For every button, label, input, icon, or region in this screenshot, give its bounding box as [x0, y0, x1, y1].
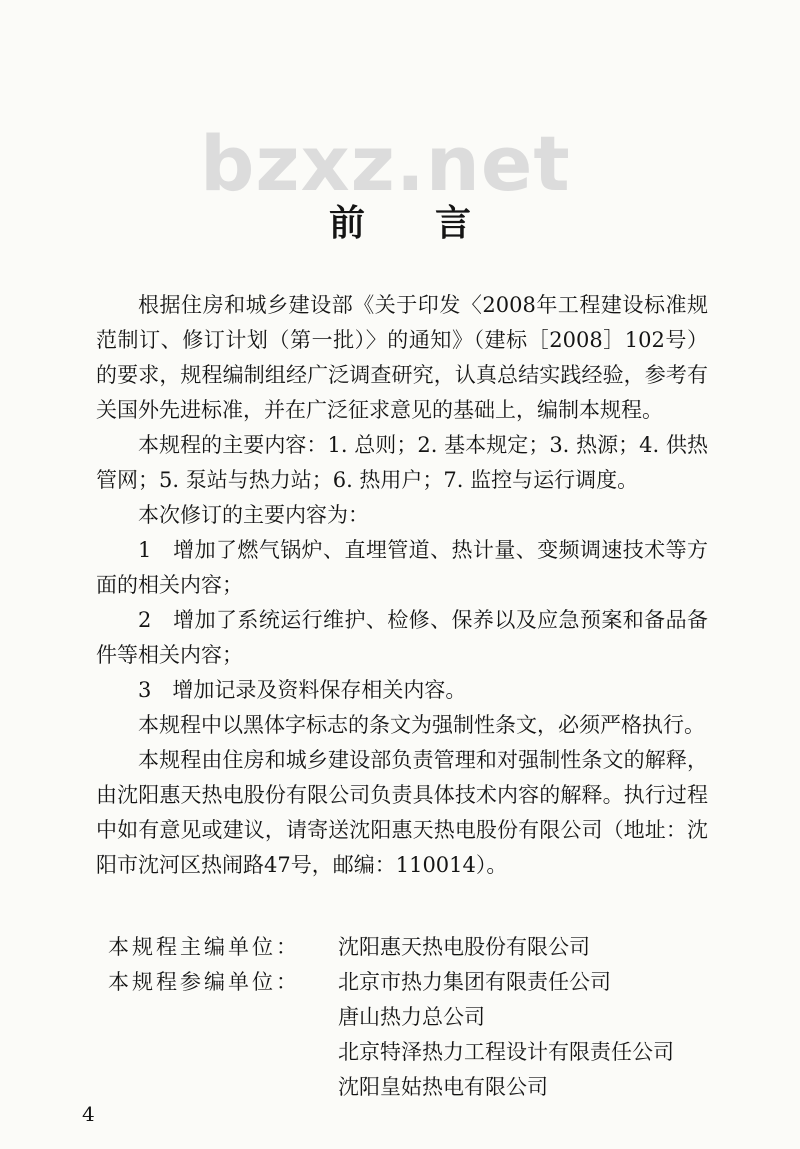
- watermark: bzxz.net: [200, 119, 571, 208]
- participating-unit-name: 北京市热力集团有限责任公司: [338, 970, 611, 994]
- drafting-units: [108, 930, 674, 1105]
- paragraph: 2 增加了系统运行维护、检修、保养以及应急预案和备品备件等相关内容；: [96, 608, 708, 667]
- chief-unit-row: [108, 930, 674, 965]
- participating-units-row: [108, 965, 674, 1105]
- paragraph: 本规程中以黑体字标志的条文为强制性条文，必须严格执行。: [138, 713, 705, 737]
- chief-unit-label: 本规程主编单位：: [108, 935, 300, 959]
- chief-unit-name: 沈阳惠天热电股份有限公司: [338, 935, 590, 959]
- paragraph: 根据住房和城乡建设部《关于印发〈2008年工程建设标准规范制订、修订计划（第一批）〉的通知》（建标［2008］102号）的要求，规程编制组经广泛调查研究，认真总结实践经验，参考有关国外先进标准，并在广泛征求意见的基础上，编制本规程。: [96, 293, 708, 422]
- paragraph: 本规程的主要内容：1. 总则；2. 基本规定；3. 热源；4. 供热管网；5. 泵站与热力站；6. 热用户；7. 监控与运行调度。: [96, 433, 708, 492]
- paragraph: 3 增加记录及资料保存相关内容。: [138, 678, 467, 702]
- participating-unit-name: 唐山热力总公司: [338, 1005, 485, 1029]
- page-number: 4: [82, 1102, 95, 1126]
- participating-unit-name: 北京特泽热力工程设计有限责任公司: [338, 1040, 674, 1064]
- paragraph: 本次修订的主要内容为：: [138, 503, 369, 527]
- paragraph: 本规程由住房和城乡建设部负责管理和对强制性条文的解释，由沈阳惠天热电股份有限公司负责具体技术内容的解释。执行过程中如有意见或建议，请寄送沈阳惠天热电股份有限公司（地址：沈阳市沈河区热闹路47号，邮编：110014）。: [96, 748, 708, 877]
- participating-units-label: 本规程参编单位：: [108, 970, 300, 994]
- participating-unit-name: 沈阳皇姑热电有限公司: [338, 1075, 548, 1099]
- foreword-body: [96, 288, 708, 883]
- paragraph: 1 增加了燃气锅炉、直埋管道、热计量、变频调速技术等方面的相关内容；: [96, 538, 708, 597]
- page-title: 前言: [328, 202, 541, 244]
